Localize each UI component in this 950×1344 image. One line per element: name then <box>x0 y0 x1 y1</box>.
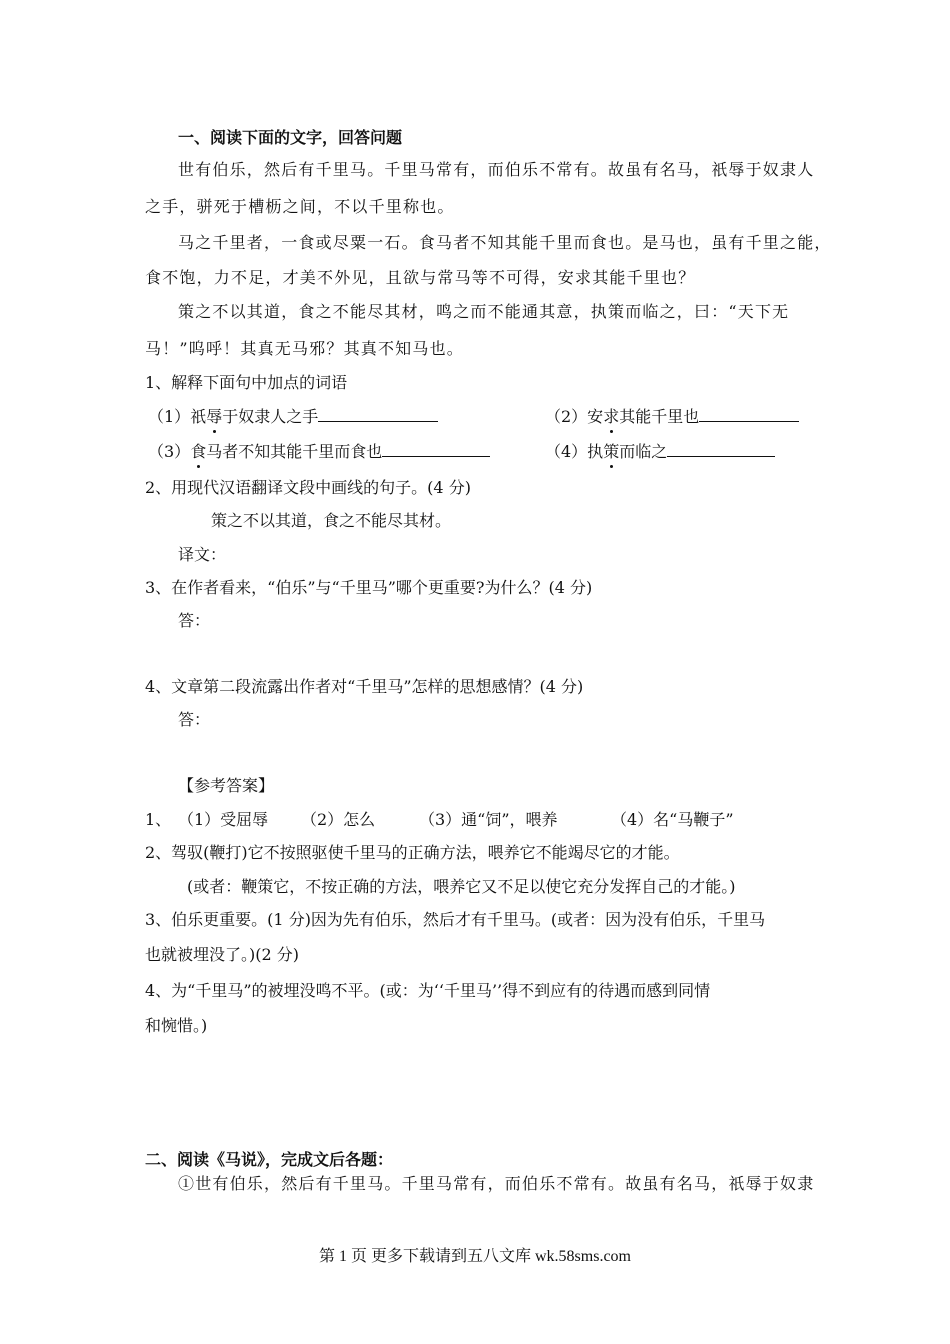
section1-title: 一、阅读下面的文字，回答问题 <box>178 128 403 147</box>
answer-2-line-1: 2、驾驭(鞭打)它不按照驱使千里马的正确方法，喂养它不能竭尽它的才能。 <box>145 843 680 862</box>
q3-answer-label: 答： <box>178 611 211 630</box>
q1-item-2-blank[interactable] <box>699 405 799 422</box>
passage-line-6: 马！”呜呼！其真无马邪？其真不知马也。 <box>145 339 464 358</box>
answer-2-line-2: (或者：鞭策它，不按正确的方法，喂养它又不足以使它充分发挥自己的才能。) <box>187 877 736 896</box>
q1-item-1 <box>148 405 438 427</box>
q1-item-1-blank[interactable] <box>318 405 438 422</box>
passage-line-2: 之手，骈死于槽枥之间，不以千里称也。 <box>145 197 455 216</box>
q1-item-4-post: 而临之 <box>619 442 668 461</box>
q2-stem: 2、用现代汉语翻译文段中画线的句子。(4 分) <box>145 478 471 497</box>
q1-item-3-post: 马者不知其能千里而食也 <box>206 442 383 461</box>
q1-item-4 <box>545 440 775 462</box>
answer-1-part-3: （3）通“饲”，喂养 <box>419 810 558 829</box>
q1-item-1-pre: （1）祇 <box>148 407 207 426</box>
q1-item-4-pre: （4）执 <box>545 442 604 461</box>
q1-item-2-post: 其能千里也 <box>619 407 700 426</box>
q1-item-2-pre: （2）安 <box>545 407 604 426</box>
page-footer: 第 1 页 更多下载请到五八文库 wk.58sms.com <box>318 1248 631 1265</box>
q1-item-4-blank[interactable] <box>667 440 775 457</box>
q2-sentence: 策之不以其道，食之不能尽其材。 <box>211 511 452 530</box>
answer-1-part-4: （4）名“马鞭子” <box>611 810 734 829</box>
answer-1-part-2: （2）怎么 <box>301 810 376 829</box>
q1-item-3 <box>148 440 490 462</box>
q1-stem: 1、解释下面句中加点的词语 <box>145 373 348 392</box>
q1-item-3-dotted: 食 <box>190 442 207 461</box>
passage-line-4: 食不饱，力不足，才美不外见，且欲与常马等不可得，安求其能千里也？ <box>145 268 696 287</box>
q1-item-3-pre: （3） <box>148 442 191 461</box>
q4-answer-label: 答： <box>178 710 211 729</box>
answers-title: 【参考答案】 <box>178 776 275 795</box>
passage-line-3: 马之千里者，一食或尽粟一石。食马者不知其能千里而食也。是马也，虽有千里之能， <box>178 233 832 252</box>
q1-item-1-post: 于奴隶人之手 <box>222 407 319 426</box>
passage-line-5: 策之不以其道，食之不能尽其材，鸣之而不能通其意，执策而临之，曰：“天下无 <box>178 302 790 321</box>
q1-item-2 <box>545 405 799 427</box>
answer-4-line-1: 4、为“千里马”的被埋没鸣不平。(或：为‘‘千里马’’得不到应有的待遇而感到同情 <box>145 981 711 1000</box>
q4-stem: 4、文章第二段流露出作者对“千里马”怎样的思想感情？(4 分) <box>145 677 584 696</box>
q1-item-4-dotted: 策 <box>603 442 620 461</box>
answer-3-line-1: 3、伯乐更重要。(1 分)因为先有伯乐，然后才有千里马。(或者：因为没有伯乐，千里马 <box>145 910 766 929</box>
q1-item-3-blank[interactable] <box>382 440 490 457</box>
q1-item-1-dotted: 辱 <box>206 407 223 426</box>
answer-4-line-2: 和惋惜。) <box>145 1016 208 1035</box>
answer-1-num: 1、 <box>145 810 172 829</box>
q3-stem: 3、在作者看来，“伯乐”与“千里马”哪个更重要?为什么？(4 分) <box>145 578 593 597</box>
section2-title: 二、阅读《马说》，完成文后各题： <box>145 1150 394 1169</box>
section2-passage-line-1: ①世有伯乐，然后有千里马。千里马常有，而伯乐不常有。故虽有名马，祇辱于奴隶 <box>178 1174 815 1193</box>
passage-line-1: 世有伯乐，然后有千里马。千里马常有，而伯乐不常有。故虽有名马，祇辱于奴隶人 <box>178 160 815 179</box>
answer-1-part-1: （1）受屈辱 <box>178 810 269 829</box>
answer-3-line-2: 也就被埋没了。)(2 分) <box>145 945 299 964</box>
q1-item-2-dotted: 求 <box>603 407 620 426</box>
q2-answer-label: 译文： <box>178 545 227 564</box>
